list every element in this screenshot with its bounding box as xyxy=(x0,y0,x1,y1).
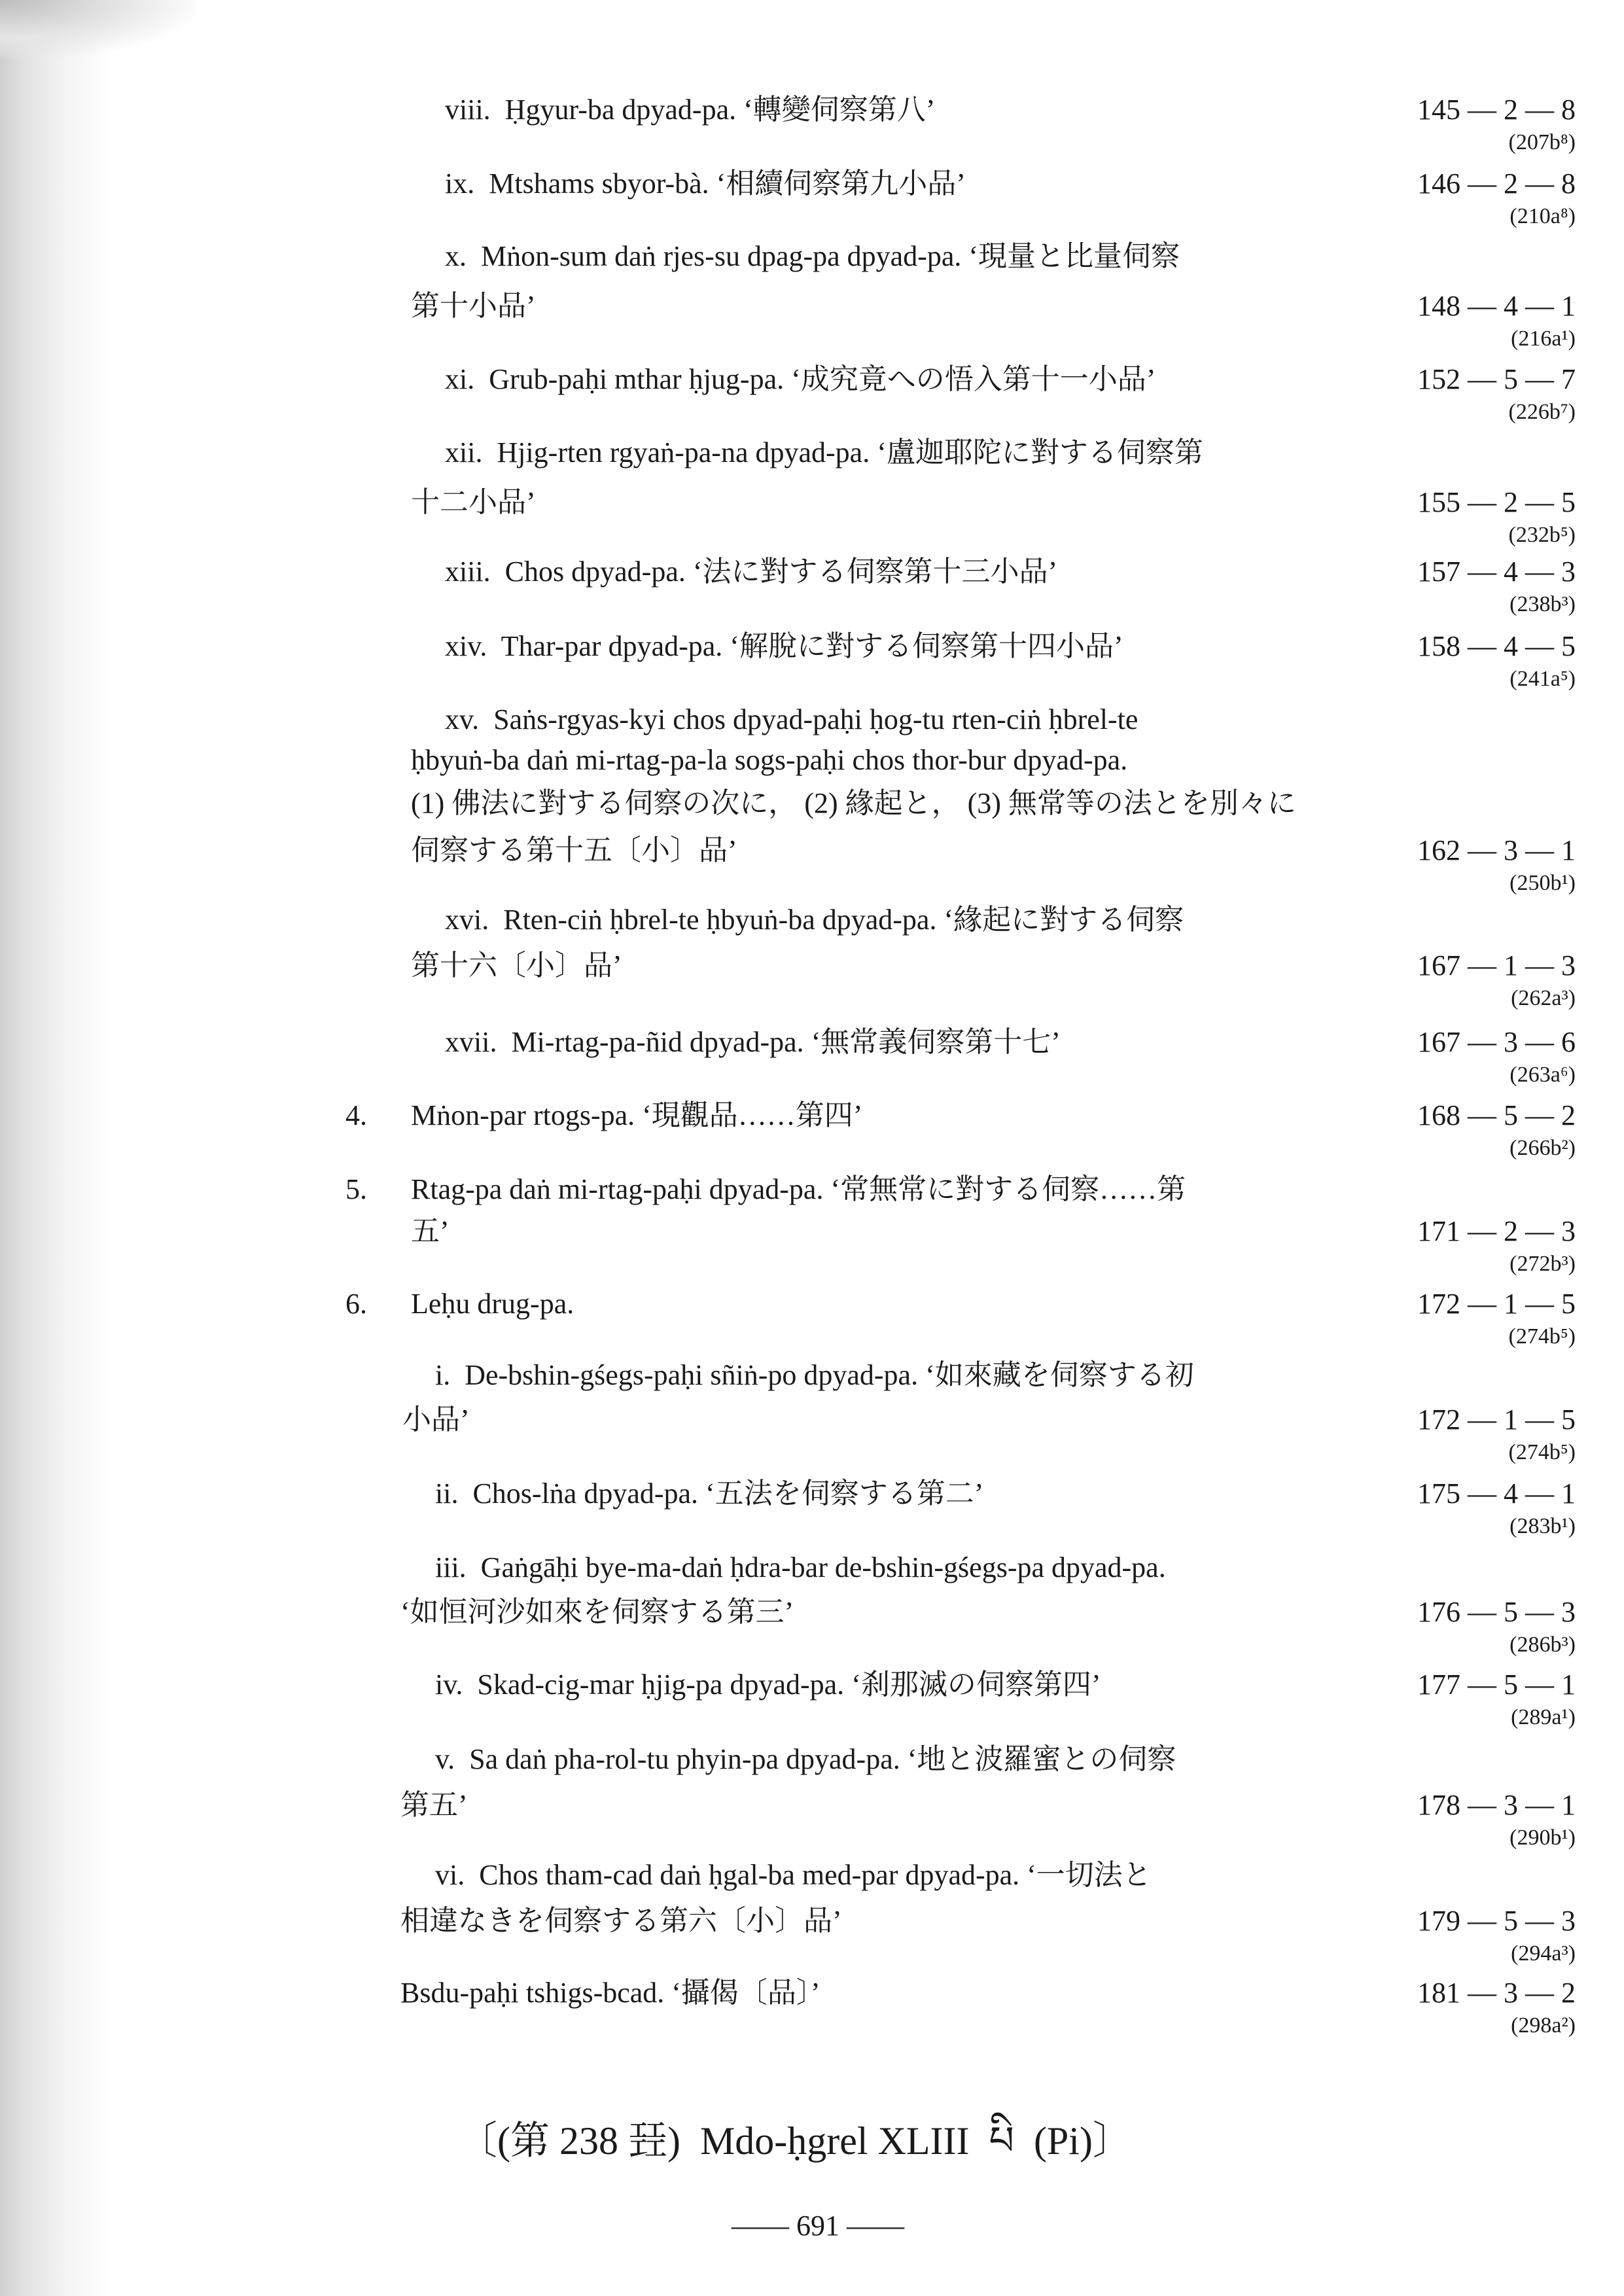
entry-title: xvi. Rten-ciṅ ḥbrel-te ḥbyuṅ-ba dpyad-pa. ‘緣起に對する伺察 xyxy=(445,904,1184,936)
entry-number: 4. xyxy=(345,1099,367,1131)
toc-entry-6-ii xyxy=(0,1475,1624,1554)
entry-folio: (283b¹) xyxy=(1509,1514,1576,1538)
toc-entry-x xyxy=(0,238,1624,356)
entry-reference: 176 — 5 — 3 xyxy=(1417,1596,1576,1628)
entry-title-cont: 五’ xyxy=(411,1215,450,1247)
entry-number: 5. xyxy=(345,1173,367,1205)
entry-title: xiv. Thar-par dpyad-pa. ‘解脫に對する伺察第十四小品’ xyxy=(445,630,1123,662)
entry-reference: 168 — 5 — 2 xyxy=(1417,1099,1576,1131)
entry-folio: (272b³) xyxy=(1509,1252,1576,1276)
entry-title: ii. Chos-lṅa dpyad-pa. ‘五法を伺察する第二’ xyxy=(435,1477,984,1510)
entry-title: xvii. Mi-rtag-pa-ñid dpyad-pa. ‘無常義伺察第十七’ xyxy=(445,1026,1061,1058)
entry-folio: (298a²) xyxy=(1511,2013,1576,2038)
entry-reference: 175 — 4 — 1 xyxy=(1417,1477,1576,1510)
toc-entry-xi xyxy=(0,361,1624,440)
entry-title: vi. Chos tham-cad daṅ ḥgal-ba med-par dpyad-pa. ‘一切法と xyxy=(435,1859,1152,1891)
entry-folio: (263a⁶) xyxy=(1509,1063,1576,1087)
toc-entry-ix xyxy=(0,166,1624,244)
entry-title: Bsdu-paḥi tshigs-bcad. ‘攝偈〔品〕’ xyxy=(400,1977,821,2009)
entry-reference: 152 — 5 — 7 xyxy=(1417,363,1576,395)
entry-title: Leḥu drug-pa. xyxy=(411,1288,574,1320)
entry-reference: 171 — 2 — 3 xyxy=(1417,1215,1576,1247)
toc-entry-6-vi xyxy=(0,1857,1624,1975)
entry-title: xiii. Chos dpyad-pa. ‘法に對する伺察第十三小品’ xyxy=(445,556,1058,588)
page-number: —— 691 —— xyxy=(732,2210,904,2242)
entry-title: xv. Saṅs-rgyas-kyi chos dpyad-paḥi ḥog-tu rten-ciṅ ḥbrel-te xyxy=(445,703,1139,735)
entry-folio: (290b¹) xyxy=(1509,1826,1576,1850)
entry-title-cont: ‘如恒河沙如來を伺察する第三’ xyxy=(400,1596,794,1628)
entry-reference: 167 — 1 — 3 xyxy=(1417,949,1576,981)
entry-title-cont: 第十六〔小〕品’ xyxy=(411,949,622,981)
entry-reference: 179 — 5 — 3 xyxy=(1417,1905,1576,1937)
entry-folio: (226b⁷) xyxy=(1508,400,1576,424)
entry-title: x. Mṅon-sum daṅ rjes-su dpag-pa dpyad-pa. ‘現量と比量伺察 xyxy=(445,240,1180,272)
toc-entry-6 xyxy=(0,1286,1624,1364)
entry-reference: 177 — 5 — 1 xyxy=(1417,1669,1576,1701)
entry-reference: 162 — 3 — 1 xyxy=(1417,834,1576,866)
entry-title: iv. Skad-cig-mar ḥjig-pa dpyad-pa. ‘刹那滅の伺察第四’ xyxy=(435,1669,1101,1701)
toc-entry-6-iii xyxy=(0,1549,1624,1667)
toc-entry-xvii xyxy=(0,1024,1624,1103)
entry-reference: 148 — 4 — 1 xyxy=(1417,290,1576,322)
entry-title: Rtag-pa daṅ mi-rtag-paḥi dpyad-pa. ‘常無常に對する伺察……第 xyxy=(411,1173,1186,1205)
entry-reference: 157 — 4 — 3 xyxy=(1417,556,1576,588)
entry-number: 6. xyxy=(345,1288,367,1320)
entry-title-cont: (1) 佛法に對する伺察の次に， (2) 緣起と， (3) 無常等の法とを別々に xyxy=(411,787,1296,819)
entry-folio: (250b¹) xyxy=(1509,871,1576,895)
entry-title: xii. Hjig-rten rgyaṅ-pa-na dpyad-pa. ‘盧迦耶陀に對する伺察第 xyxy=(445,436,1203,468)
toc-entry-6-v xyxy=(0,1741,1624,1859)
toc-entry-xvi xyxy=(0,902,1624,1019)
toc-entry-xii xyxy=(0,434,1624,552)
entry-folio: (294a³) xyxy=(1511,1941,1576,1966)
entry-reference: 178 — 3 — 1 xyxy=(1417,1789,1576,1821)
toc-entry-viii xyxy=(0,92,1624,170)
toc-entry-xiii xyxy=(0,554,1624,632)
toc-entry-4 xyxy=(0,1097,1624,1176)
entry-title: xi. Grub-paḥi mthar ḥjug-pa. ‘成究竟への悟入第十一小品’ xyxy=(445,363,1156,395)
entry-title-cont: 相違なきを伺察する第六〔小〕品’ xyxy=(400,1905,842,1937)
toc-entry-6-i xyxy=(0,1357,1624,1475)
entry-title: i. De-bshin-gśegs-paḥi sñiṅ-po dpyad-pa. ‘如來藏を伺察する初 xyxy=(435,1359,1194,1391)
entry-title-cont: 第五’ xyxy=(400,1789,468,1821)
entry-title-cont: 伺察する第十五〔小〕品’ xyxy=(411,834,737,866)
entry-title-cont: 十二小品’ xyxy=(411,486,536,518)
section-header: 〔(第 238 㠭) Mdo-ḥgrel XLIII པི (Pi)〕 xyxy=(458,2119,1132,2163)
entry-reference: 146 — 2 — 8 xyxy=(1417,168,1576,200)
entry-reference: 155 — 2 — 5 xyxy=(1417,486,1576,518)
entry-folio: (274b⁵) xyxy=(1508,1440,1576,1464)
entry-title: iii. Gaṅgāḥi bye-ma-daṅ ḥdra-bar de-bshin-gśegs-pa dpyad-pa. xyxy=(435,1551,1166,1583)
entry-folio: (274b⁵) xyxy=(1508,1324,1576,1349)
entry-reference: 145 — 2 — 8 xyxy=(1417,94,1576,126)
entry-folio: (262a³) xyxy=(1511,986,1576,1010)
entry-title: ix. Mtshams sbyor-bà. ‘相續伺察第九小品’ xyxy=(445,168,966,200)
entry-folio: (241a⁵) xyxy=(1509,667,1576,691)
entry-folio: (207b⁸) xyxy=(1508,130,1576,154)
entry-folio: (289a¹) xyxy=(1511,1705,1576,1729)
entry-title: viii. Ḥgyur-ba dpyad-pa. ‘轉變伺察第八’ xyxy=(445,94,936,126)
entry-folio: (232b⁵) xyxy=(1508,523,1576,547)
scanned-page-corner xyxy=(0,0,196,59)
entry-reference: 158 — 4 — 5 xyxy=(1417,630,1576,662)
entry-reference: 181 — 3 — 2 xyxy=(1417,1977,1576,2009)
toc-entry-verses xyxy=(0,1975,1624,2053)
entry-folio: (210a⁸) xyxy=(1509,204,1576,228)
entry-title: Mṅon-par rtogs-pa. ‘現觀品……第四’ xyxy=(411,1099,863,1131)
entry-title-cont: 小品’ xyxy=(402,1404,470,1436)
entry-title-cont: 第十小品’ xyxy=(411,290,536,322)
entry-folio: (286b³) xyxy=(1509,1633,1576,1657)
entry-title-cont: ḥbyuṅ-ba daṅ mi-rtag-pa-la sogs-paḥi chos thor-bur dpyad-pa. xyxy=(411,744,1128,776)
toc-entry-5 xyxy=(0,1171,1624,1289)
entry-folio: (238b³) xyxy=(1509,592,1576,616)
toc-entry-xiv xyxy=(0,628,1624,707)
toc-entry-xv xyxy=(0,701,1624,904)
toc-entry-6-iv xyxy=(0,1667,1624,1745)
entry-title: v. Sa daṅ pha-rol-tu phyin-pa dpyad-pa. ‘地と波羅蜜との伺察 xyxy=(435,1743,1176,1775)
entry-reference: 172 — 1 — 5 xyxy=(1417,1288,1576,1320)
entry-folio: (216a¹) xyxy=(1511,327,1576,351)
entry-reference: 172 — 1 — 5 xyxy=(1417,1404,1576,1436)
entry-folio: (266b²) xyxy=(1509,1136,1576,1160)
entry-reference: 167 — 3 — 6 xyxy=(1417,1026,1576,1058)
